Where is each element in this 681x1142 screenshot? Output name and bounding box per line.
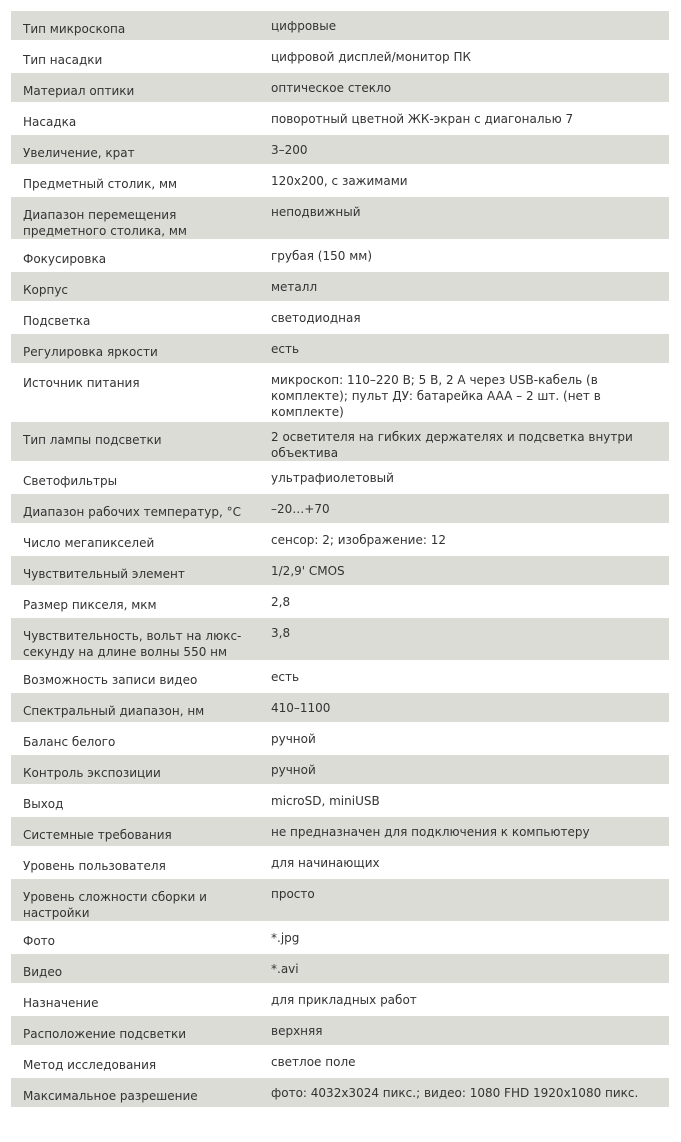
spec-value: поворотный цветной ЖК-экран с диагональю 7: [259, 104, 669, 135]
spec-name: Число мегапикселей: [11, 525, 259, 556]
spec-row: [11, 365, 669, 422]
spec-name: Уровень пользователя: [11, 848, 259, 879]
spec-name: Чувствительность, вольт на люкс-секунду на длине волны 550 нм: [11, 618, 259, 662]
spec-row: [11, 923, 669, 954]
spec-name: Чувствительный элемент: [11, 556, 259, 587]
spec-value: микроскоп: 110–220 В; 5 В, 2 А через USB-кабель (в комплекте); пульт ДУ: батарейка AAA – 2 шт. (нет в комплекте): [259, 365, 669, 422]
spec-value: 2,8: [259, 587, 669, 618]
spec-row: [11, 662, 669, 693]
spec-value: 3–200: [259, 135, 669, 166]
spec-name: Насадка: [11, 104, 259, 135]
spec-value: *.jpg: [259, 923, 669, 954]
spec-value: неподвижный: [259, 197, 669, 241]
spec-row: [11, 42, 669, 73]
spec-name: Возможность записи видео: [11, 662, 259, 693]
spec-value: просто: [259, 879, 669, 923]
spec-name: Максимальное разрешение: [11, 1078, 259, 1109]
spec-row: [11, 494, 669, 525]
spec-row: [11, 848, 669, 879]
spec-value: ручной: [259, 724, 669, 755]
spec-name: Спектральный диапазон, нм: [11, 693, 259, 724]
spec-value: 1/2,9' CMOS: [259, 556, 669, 587]
spec-name: Подсветка: [11, 303, 259, 334]
spec-row: [11, 11, 669, 42]
spec-row: [11, 724, 669, 755]
spec-value: светодиодная: [259, 303, 669, 334]
spec-row: [11, 197, 669, 241]
spec-row: [11, 786, 669, 817]
spec-name: Увеличение, крат: [11, 135, 259, 166]
spec-name: Метод исследования: [11, 1047, 259, 1078]
spec-value: цифровой дисплей/монитор ПК: [259, 42, 669, 73]
spec-value: не предназначен для подключения к компьютеру: [259, 817, 669, 848]
spec-value: для начинающих: [259, 848, 669, 879]
spec-value: для прикладных работ: [259, 985, 669, 1016]
spec-value: грубая (150 мм): [259, 241, 669, 272]
spec-name: Регулировка яркости: [11, 334, 259, 365]
spec-value: есть: [259, 662, 669, 693]
spec-row: [11, 272, 669, 303]
spec-value: *.avi: [259, 954, 669, 985]
spec-name: Размер пикселя, мкм: [11, 587, 259, 618]
spec-row: [11, 1047, 669, 1078]
spec-value: есть: [259, 334, 669, 365]
spec-name: Баланс белого: [11, 724, 259, 755]
spec-name: Расположение подсветки: [11, 1016, 259, 1047]
spec-name: Фокусировка: [11, 241, 259, 272]
spec-value: 2 осветителя на гибких держателях и подсветка внутри объектива: [259, 422, 669, 463]
spec-row: [11, 303, 669, 334]
spec-row: [11, 463, 669, 494]
spec-row: [11, 104, 669, 135]
spec-value: ручной: [259, 755, 669, 786]
spec-value: оптическое стекло: [259, 73, 669, 104]
spec-row: [11, 954, 669, 985]
spec-row: [11, 879, 669, 923]
spec-row: [11, 334, 669, 365]
spec-name: Материал оптики: [11, 73, 259, 104]
spec-row: [11, 985, 669, 1016]
spec-value: 410–1100: [259, 693, 669, 724]
spec-row: [11, 1078, 669, 1109]
spec-value: фото: 4032x3024 пикс.; видео: 1080 FHD 1920x1080 пикс.: [259, 1078, 669, 1109]
spec-row: [11, 618, 669, 662]
spec-name: Уровень сложности сборки и настройки: [11, 879, 259, 923]
spec-row: [11, 241, 669, 272]
spec-value: 3,8: [259, 618, 669, 662]
spec-row: [11, 587, 669, 618]
spec-name: Диапазон перемещения предметного столика, мм: [11, 197, 259, 241]
spec-name: Назначение: [11, 985, 259, 1016]
spec-row: [11, 135, 669, 166]
spec-value: 120x200, с зажимами: [259, 166, 669, 197]
spec-name: Предметный столик, мм: [11, 166, 259, 197]
spec-row: [11, 422, 669, 463]
spec-value: сенсор: 2; изображение: 12: [259, 525, 669, 556]
spec-name: Системные требования: [11, 817, 259, 848]
spec-name: Контроль экспозиции: [11, 755, 259, 786]
spec-name: Видео: [11, 954, 259, 985]
spec-row: [11, 556, 669, 587]
spec-row: [11, 73, 669, 104]
spec-row: [11, 525, 669, 556]
spec-row: [11, 693, 669, 724]
spec-name: Корпус: [11, 272, 259, 303]
spec-name: Тип насадки: [11, 42, 259, 73]
specifications-table: [11, 11, 669, 1109]
spec-row: [11, 166, 669, 197]
spec-row: [11, 817, 669, 848]
spec-value: –20…+70: [259, 494, 669, 525]
spec-name: Тип лампы подсветки: [11, 422, 259, 463]
spec-name: Диапазон рабочих температур, °С: [11, 494, 259, 525]
spec-name: Светофильтры: [11, 463, 259, 494]
spec-value: светлое поле: [259, 1047, 669, 1078]
spec-value: металл: [259, 272, 669, 303]
spec-value: цифровые: [259, 11, 669, 42]
spec-value: ультрафиолетовый: [259, 463, 669, 494]
spec-name: Фото: [11, 923, 259, 954]
spec-name: Выход: [11, 786, 259, 817]
spec-value: microSD, miniUSB: [259, 786, 669, 817]
spec-value: верхняя: [259, 1016, 669, 1047]
spec-name: Тип микроскопа: [11, 11, 259, 42]
spec-name: Источник питания: [11, 365, 259, 422]
spec-row: [11, 755, 669, 786]
spec-row: [11, 1016, 669, 1047]
specifications-body: [11, 11, 669, 1109]
